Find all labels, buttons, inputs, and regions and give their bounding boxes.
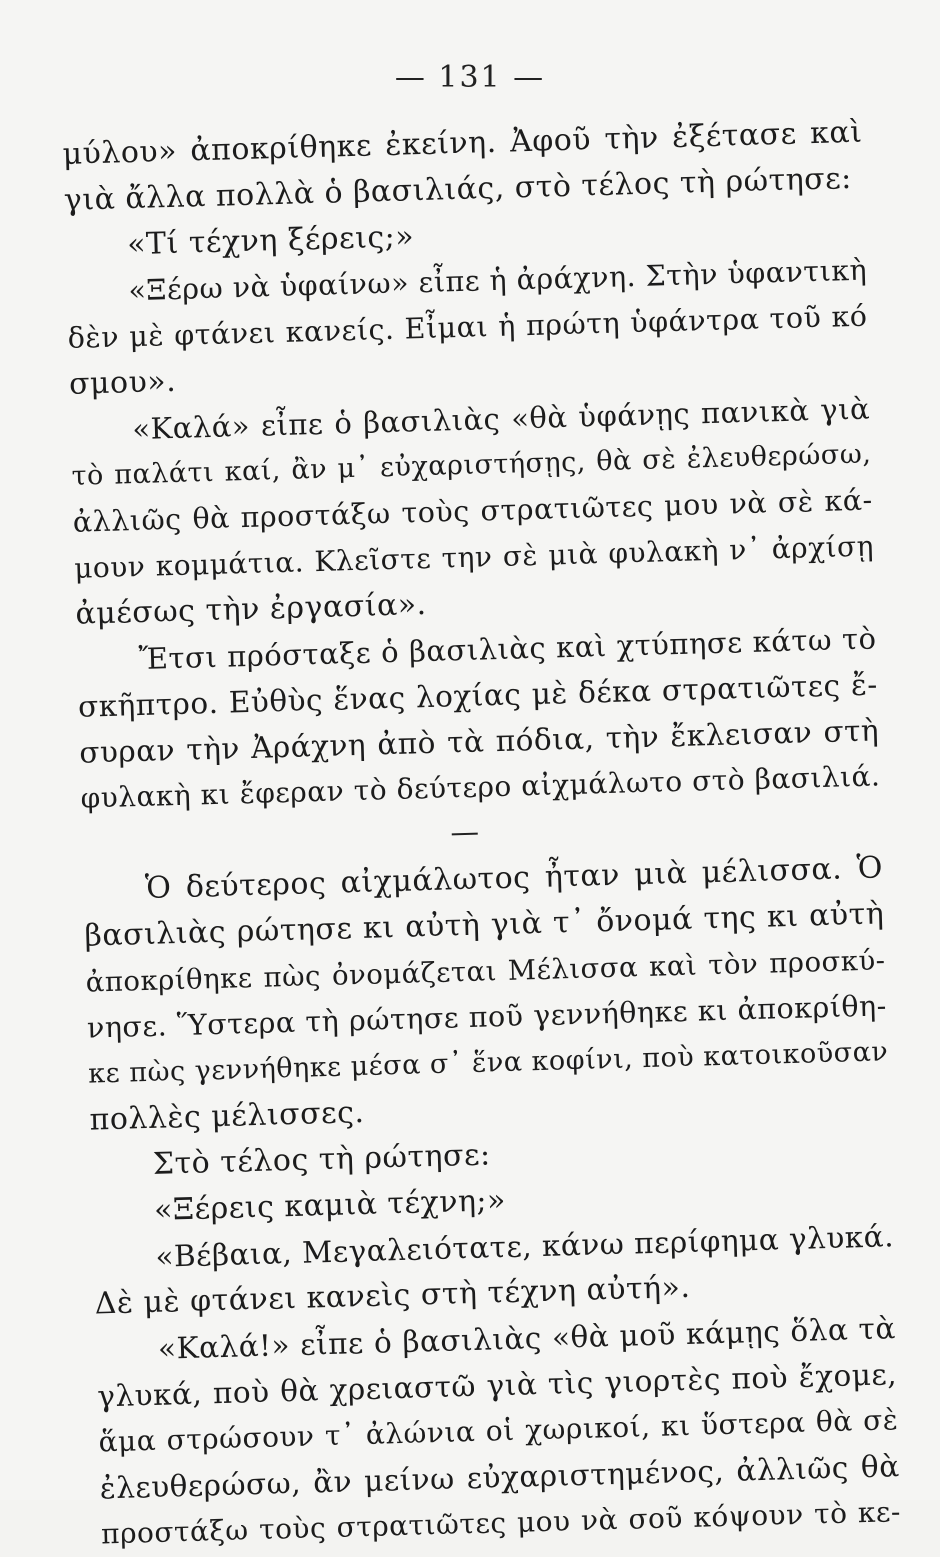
text-line: νησε. Ὕστερα τὴ ρώτησε ποῦ γεννήθηκε κι ἀποκρίθη- <box>86 989 888 1045</box>
text-line: «Τί τέχνη ξέρεις;» <box>126 219 415 263</box>
text-line: Στὸ τέλος τὴ ρώτησε: <box>152 1137 492 1182</box>
text-line: ἀμέσως τὴν ἐργασία». <box>74 587 428 632</box>
text-line: σκῆπτρο. Εὐθὺς ἕνας λοχίας μὲ δέκα στρατιῶτες ἔ- <box>77 667 879 724</box>
text-line: μύλου» ἀποκρίθηκε ἐκείνη. Ἀφοῦ τὴν ἐξέτασε καὶ <box>62 114 863 172</box>
text-line: βασιλιὰς ρώτησε κι αὐτὴ γιὰ τ᾿ ὄνομά της κι αὐτὴ <box>83 896 885 954</box>
text-line: ἀποκρίθηκε πὼς ὀνομάζεται Μέλισσα καὶ τὸν προσκύ- <box>85 944 886 999</box>
text-line: ἐλευθερώσω, ἂν μείνω εὐχαριστημένος, ἀλλιῶς θὰ <box>99 1449 901 1506</box>
body-text <box>62 110 902 1557</box>
text-line: συραν τὴν Ἀράχνη ἀπὸ τὰ πόδια, τὴν ἔκλεισαν στὴ <box>78 713 880 770</box>
text-line: μουν κομμάτια. Κλεῖστε την σὲ μιὰ φυλακὴ ν᾿ ἀρχίσῃ <box>73 529 875 585</box>
text-line: Δὲ μὲ φτάνει κανεὶς στὴ τέχνη αὐτή». <box>94 1269 691 1322</box>
text-line: γλυκά, ποὺ θὰ χρειαστῶ γιὰ τὶς γιορτὲς ποὺ ἔχομε, <box>96 1357 898 1414</box>
text-line: κε πὼς γεννήθηκε μέσα σ᾿ ἕνα κοφίνι, ποὺ κατοικοῦσαν <box>87 1036 889 1090</box>
text-line: «Βέβαια, Μεγαλειότατε, κάνω περίφημα γλυκά. <box>154 1219 895 1274</box>
text-line: Ἔτσι πρόσταξε ὁ βασιλιὰς καὶ χτύπησε κάτω τὸ <box>138 621 877 677</box>
text-line: «Ξέρω νὰ ὑφαίνω» εἶπε ἡ ἀράχνη. Στὴν ὑφαντικὴ <box>127 253 868 308</box>
page-number: — 131 — <box>394 60 546 95</box>
text-line: «Ξέρεις καμιὰ τέχνη;» <box>153 1183 507 1228</box>
text-line: γιὰ ἄλλα πολλὰ ὁ βασιλιάς, στὸ τέλος τὴ ρώτησε: <box>63 160 853 218</box>
text-line: ἀλλιῶς θὰ προστάξω τοὺς στρατιῶτες μου νὰ σὲ κά- <box>72 483 874 539</box>
text-line: πολλὲς μέλισσες. <box>89 1094 365 1138</box>
divider-dash <box>452 833 478 836</box>
text-line: «Καλά» εἶπε ὁ βασιλιὰς «θὰ ὑφάνῃς πανικὰ γιὰ <box>131 391 871 447</box>
text-line: φυλακὴ κι ἔφεραν τὸ δεύτερο αἰχμάλωτο στὸ βασιλιά. <box>80 759 881 815</box>
text-line: σμου». <box>68 363 177 402</box>
text-line: προστάξω τοὺς στρατιῶτες μου νὰ σοῦ κόψουν τὸ κε- <box>100 1495 902 1551</box>
text-line: «Καλά!» εἶπε ὁ βασιλιὰς «θὰ μοῦ κάμῃς ὅλα τὰ <box>157 1311 897 1366</box>
text-line: τὸ παλάτι καί, ἂν μ᾿ εὐχαριστήσῃς, θὰ σὲ ἐλευθερώσω, <box>71 438 872 492</box>
text-line: δὲν μὲ φτάνει κανείς. Εἶμαι ἡ πρώτη ὑφάντρα τοῦ κό <box>67 299 868 355</box>
text-line: ἅμα στρώσουν τ᾿ ἀλώνια οἱ χωρικοί, κι ὕστερα θὰ σὲ <box>98 1403 899 1459</box>
text-line: Ὁ δεύτερος αἰχμάλωτος ἦταν μιὰ μέλισσα. Ὁ <box>144 850 884 906</box>
